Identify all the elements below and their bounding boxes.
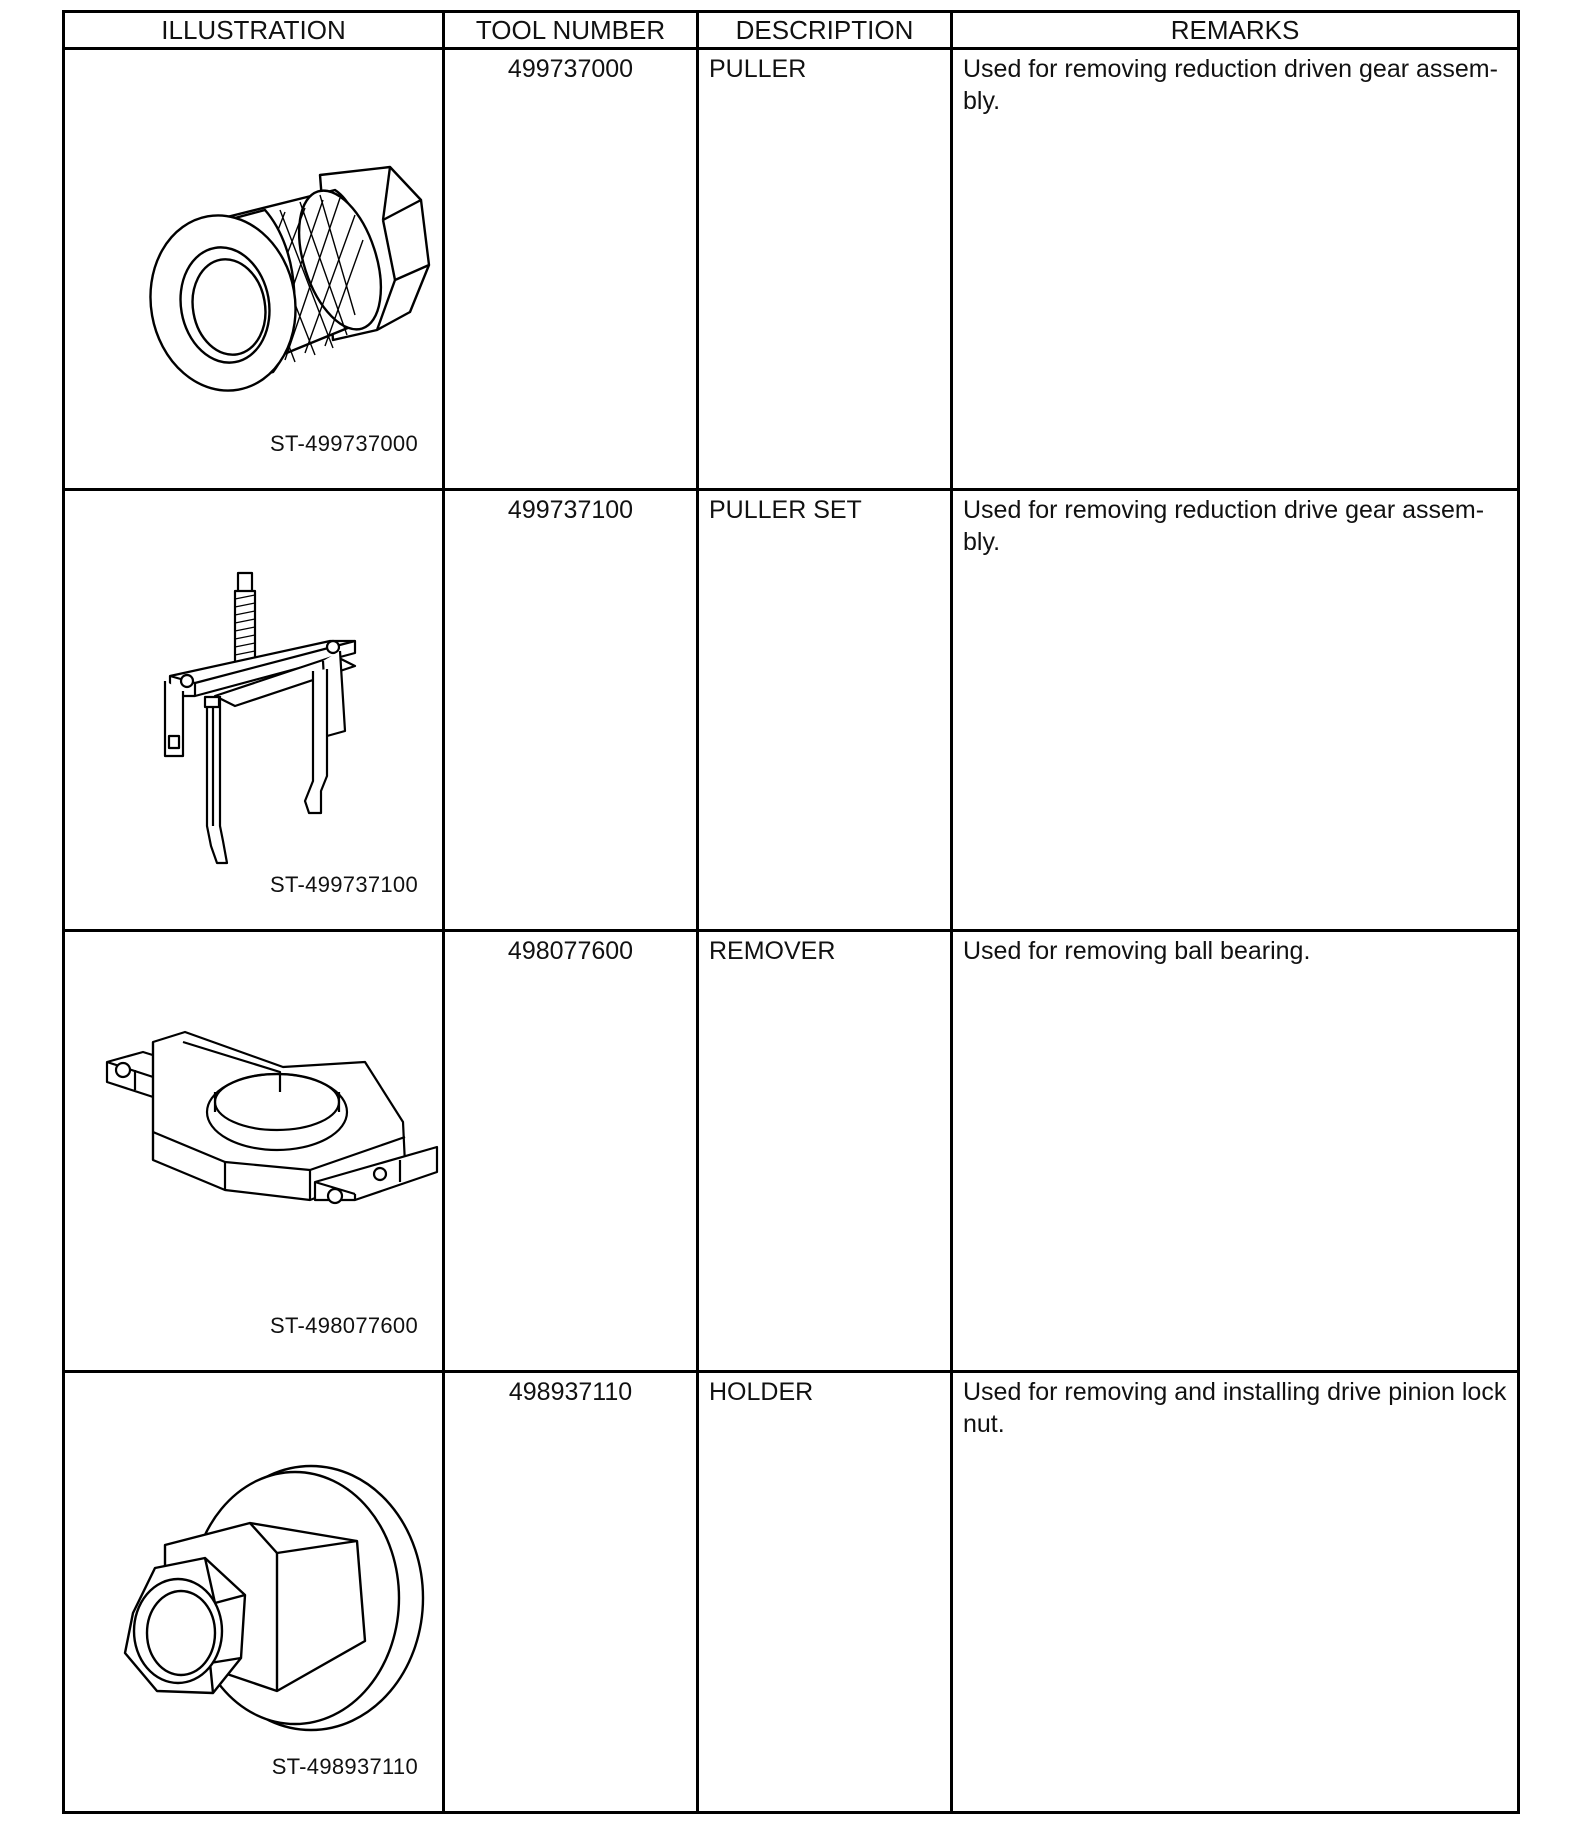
figure-caption: ST-499737100 — [270, 872, 418, 897]
header-illustration: ILLUSTRATION — [64, 12, 444, 49]
figure-caption: ST-498937110 — [271, 1754, 418, 1779]
illustration-cell — [64, 1372, 444, 1813]
two-jaw-puller-drawing — [65, 491, 444, 929]
header-row — [64, 12, 1519, 49]
remarks-cell: Used for removing reduction driven gear assem-bly. — [952, 49, 1519, 490]
table-row — [64, 490, 1519, 931]
illustration-cell — [64, 931, 444, 1372]
figure-caption: ST-499737000 — [270, 431, 418, 456]
header-description: DESCRIPTION — [698, 12, 952, 49]
description-cell: PULLER SET — [698, 490, 952, 931]
hex-socket-holder-drawing — [65, 1373, 444, 1811]
table-row — [64, 931, 1519, 1372]
illustration-cell — [64, 49, 444, 490]
tool-number-cell: 498937110 — [444, 1372, 698, 1813]
header-tool-number: TOOL NUMBER — [444, 12, 698, 49]
header-remarks: REMARKS — [952, 12, 1519, 49]
description-cell: HOLDER — [698, 1372, 952, 1813]
tool-number-cell: 498077600 — [444, 931, 698, 1372]
description-cell: REMOVER — [698, 931, 952, 1372]
split-bearing-remover-drawing — [65, 932, 444, 1370]
special-tools-table — [62, 10, 1520, 1814]
figure-caption: ST-498077600 — [270, 1313, 418, 1338]
remarks-cell: Used for removing and installing drive pinion lock nut. — [952, 1372, 1519, 1813]
remarks-cell: Used for removing ball bearing. — [952, 931, 1519, 1372]
tool-number-cell: 499737000 — [444, 49, 698, 490]
description-cell: PULLER — [698, 49, 952, 490]
remarks-cell: Used for removing reduction drive gear assem-bly. — [952, 490, 1519, 931]
tool-number-cell: 499737100 — [444, 490, 698, 931]
table-row — [64, 1372, 1519, 1813]
puller-knurled-cylinder-drawing — [65, 50, 444, 488]
illustration-cell — [64, 490, 444, 931]
table-row — [64, 49, 1519, 490]
